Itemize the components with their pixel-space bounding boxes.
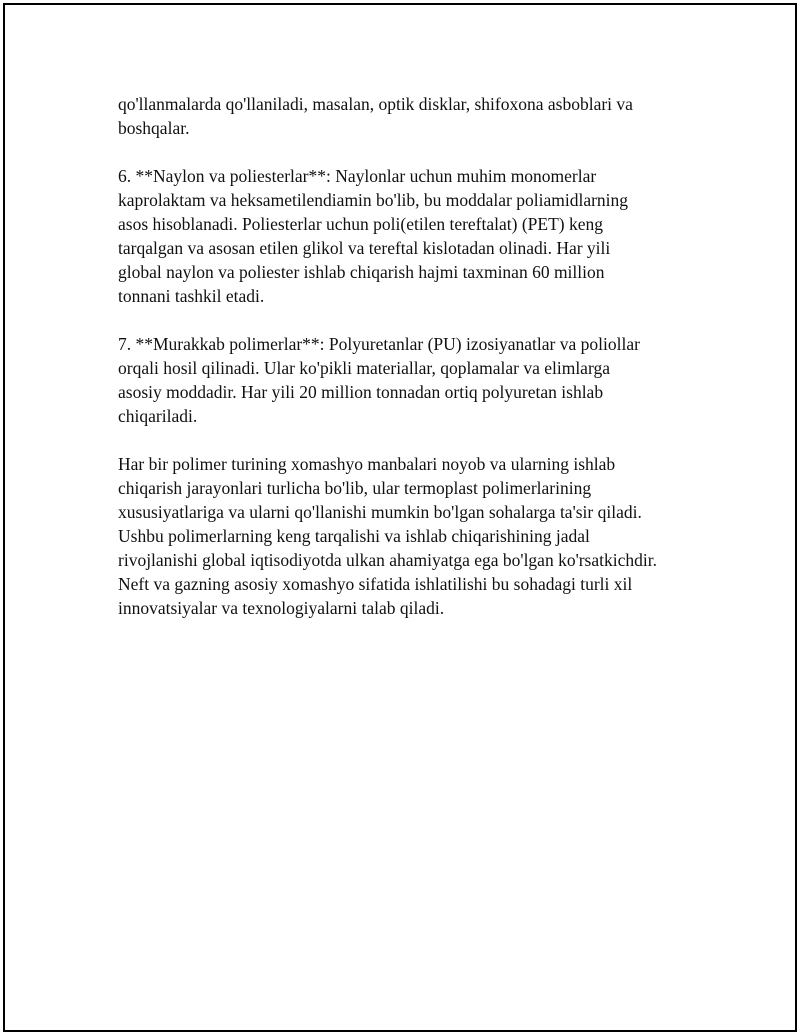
text-line: chiqariladi. [118,406,198,426]
document-body [118,92,698,644]
text-line: kaprolaktam va heksametilendiamin bo'lib, bu moddalar poliamidlarning [118,190,629,210]
text-line: global naylon va poliester ishlab chiqarish hajmi taxminan 60 million [118,262,605,282]
text-line: tarqalgan va asosan etilen glikol va tereftal kislotadan olinadi. Har yili [118,238,611,258]
text-line: chiqarish jarayonlari turlicha bo'lib, ular termoplast polimerlarining [118,478,592,498]
paragraph-continuation [118,92,698,140]
paragraph-naylon-poliesterlar [118,164,698,308]
text-line: Neft va gazning asosiy xomashyo sifatida ishlatilishi bu sohadagi turli xil [118,574,633,594]
text-line: rivojlanishi global iqtisodiyotda ulkan ahamiyatga ega bo'lgan ko'rsatkichdir. [118,550,657,570]
text-line: asosiy moddadir. Har yili 20 million tonnadan ortiq polyuretan ishlab [118,382,604,402]
text-line: qo'llanmalarda qo'llaniladi, masalan, optik disklar, shifoxona asboblari va [118,94,633,114]
text-line: boshqalar. [118,118,190,138]
text-line: 7. **Murakkab polimerlar**: Polyuretanlar (PU) izosiyanatlar va poliollar [118,334,640,354]
paragraph-murakkab-polimerlar [118,332,698,428]
text-line: 6. **Naylon va poliesterlar**: Naylonlar uchun muhim monomerlar [118,166,597,186]
text-line: xususiyatlariga va ularni qo'llanishi mumkin bo'lgan sohalarga ta'sir qiladi. [118,502,642,522]
text-line: Har bir polimer turining xomashyo manbalari noyob va ularning ishlab [118,454,616,474]
text-line: tonnani tashkil etadi. [118,286,265,306]
text-line: orqali hosil qilinadi. Ular ko'pikli materiallar, qoplamalar va elimlarga [118,358,610,378]
text-line: innovatsiyalar va texnologiyalarni talab qiladi. [118,598,445,618]
paragraph-conclusion [118,452,698,620]
text-line: Ushbu polimerlarning keng tarqalishi va ishlab chiqarishining jadal [118,526,590,546]
text-line: asos hisoblanadi. Poliesterlar uchun poli(etilen tereftalat) (PET) keng [118,214,603,234]
